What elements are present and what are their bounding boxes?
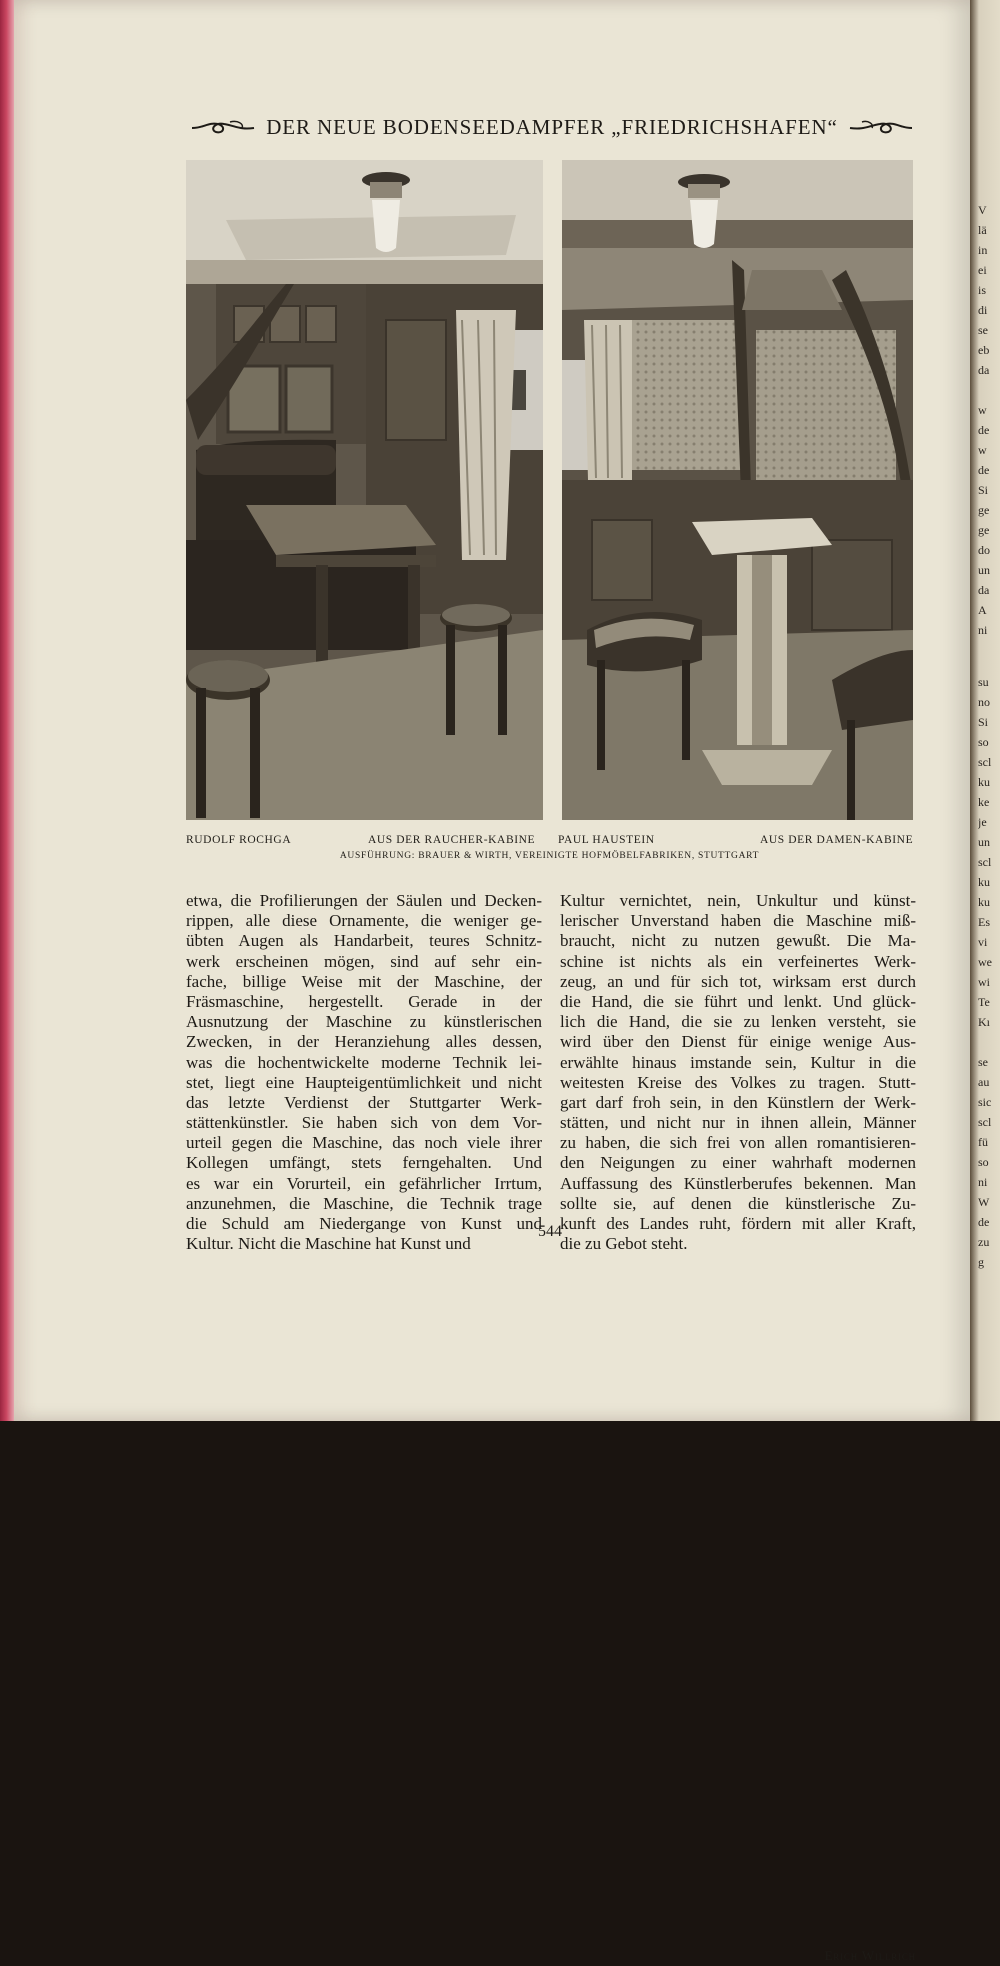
edge-fragment: ku: [978, 875, 990, 889]
text-line: urteil gegen die Maschine, das noch viele ihrer: [186, 1133, 542, 1153]
edge-fragment: un: [978, 563, 990, 577]
page-number: 544: [538, 1223, 562, 1240]
edge-fragment: wi: [978, 975, 990, 989]
edge-fragment: un: [978, 835, 990, 849]
edge-fragment: su: [978, 675, 989, 689]
ornament-right-icon: [848, 116, 914, 138]
edge-fragment: V: [978, 203, 987, 217]
photo-ladies-cabin: [562, 160, 913, 820]
edge-fragment: so: [978, 735, 989, 749]
edge-fragment: sic: [978, 1095, 992, 1109]
text-line: gart darf froh sein, in den Künstlern der Werk-: [560, 1092, 916, 1112]
running-header: [172, 112, 932, 142]
caption-left-author: RUDOLF ROCHGA: [186, 834, 292, 846]
text-line: stättenkünstler. Sie haben sich von dem Vor-: [186, 1113, 542, 1133]
edge-fragment: au: [978, 1075, 990, 1089]
edge-fragment: ge: [978, 503, 990, 517]
text-line: weitesten Kreise des Volkes zu tragen. Stutt-: [560, 1072, 916, 1092]
text-line: stätten, und nicht nur in ihnen allein, Männer: [560, 1113, 916, 1133]
photo-smoking-cabin: [186, 160, 543, 820]
edge-fragment: ge: [978, 523, 990, 537]
edge-fragment: A: [978, 603, 987, 617]
caption-execution: AUSFÜHRUNG: BRAUER & WIRTH, VEREINIGTE HOFMÖBELFABRIKEN, STUTTGART: [339, 851, 760, 861]
text-line: sollte sie, auf denen die künstlerische Zu-: [560, 1193, 916, 1213]
edge-fragment: de: [978, 1215, 990, 1229]
text-line: Kultur. Nicht die Maschine hat Kunst und: [186, 1234, 471, 1254]
edge-fragment: fü: [978, 1135, 988, 1149]
edge-fragment: ei: [978, 263, 987, 277]
text-line: Fräsmaschine, hergestellt. Gerade in der: [186, 991, 542, 1011]
text-line: Auffassung des Künstlerberufes bekennen. Man: [560, 1173, 916, 1193]
edge-fragment: W: [978, 1195, 990, 1209]
edge-fragment: scl: [978, 1115, 992, 1129]
text-line: braucht, nicht zu nutzen gewußt. Die Ma-: [560, 931, 916, 951]
edge-fragment: scl: [978, 855, 992, 869]
edge-fragment: de: [978, 423, 990, 437]
body-column-right: [560, 891, 916, 1963]
caption-right-author: PAUL HAUSTEIN: [558, 834, 655, 846]
edge-fragment: do: [978, 543, 990, 557]
ornament-left-icon: [190, 116, 256, 138]
edge-fragment: de: [978, 463, 990, 477]
edge-fragment: w: [978, 403, 987, 417]
text-line: zeug, an und für sich tot, wirksam erst durch: [560, 971, 916, 991]
edge-fragment: Kı: [978, 1015, 990, 1029]
edge-fragment: zu: [978, 1235, 990, 1249]
edge-fragment: [978, 380, 1000, 400]
text-line: zu haben, die sich frei von allen romantisieren-: [560, 1133, 916, 1153]
edge-fragment: di: [978, 303, 988, 317]
edge-fragment: da: [978, 583, 990, 597]
article-author: Erich Willrich: [824, 1948, 916, 1963]
body-column-left: [186, 891, 542, 1254]
text-line: anzunehmen, die Maschine, die Technik trage: [186, 1193, 542, 1213]
text-line: fache, billige Weise mit der Maschine, der: [186, 971, 542, 991]
edge-fragment: ku: [978, 775, 990, 789]
edge-fragment: is: [978, 283, 987, 297]
edge-fragment: ke: [978, 795, 990, 809]
edge-fragment: we: [978, 955, 992, 969]
facing-page-text-top: [978, 200, 1000, 640]
edge-fragment: ku: [978, 895, 990, 909]
edge-fragment: ni: [978, 623, 988, 637]
text-line: lerischer Unverstand haben die Maschine miß-: [560, 911, 916, 931]
text-line: schine ist nichts als ein verfeinertes Werk-: [560, 951, 916, 971]
text-line: Ausnutzung der Maschine zu künstlerischen: [186, 1012, 542, 1032]
text-line: es war ein Vorurteil, ein gefährlicher Irrtum,: [186, 1173, 542, 1193]
text-line: das letzte Verdienst der Stuttgarter Werk-: [186, 1092, 542, 1112]
text-line: die zu Gebot steht.: [560, 1234, 688, 1254]
edge-fragment: [978, 1032, 1000, 1052]
text-line: kunft des Landes ruht, fördern mit aller Kraft,: [560, 1214, 916, 1233]
text-line: lich die Hand, die sie zu lenken versteht, sie: [560, 1012, 916, 1032]
text-line: stet, liegt eine Haupteigentümlichkeit und nicht: [186, 1072, 542, 1092]
text-line: die Hand, die sie führt und lenkt. Und glück-: [560, 991, 916, 1011]
edge-fragment: eb: [978, 343, 990, 357]
edge-fragment: g: [978, 1255, 984, 1269]
edge-fragment: Es: [978, 915, 990, 929]
edge-fragment: Si: [978, 715, 989, 729]
edge-fragment: je: [978, 815, 987, 829]
edge-fragment: se: [978, 1055, 988, 1069]
header-title: DER NEUE BODENSEEDAMPFER „FRIEDRICHSHAFEN“: [266, 114, 838, 139]
edge-fragment: so: [978, 1155, 989, 1169]
edge-fragment: da: [978, 363, 990, 377]
edge-fragment: Si: [978, 483, 989, 497]
caption-left-room: AUS DER RAUCHER-KABINE: [368, 834, 536, 846]
text-line: werk erscheinen mögen, sind auf sehr ein-: [186, 951, 542, 971]
text-line: etwa, die Profilierungen der Säulen und Decken-: [186, 891, 542, 910]
edge-fragment: w: [978, 443, 987, 457]
edge-fragment: se: [978, 323, 988, 337]
text-line: wird über den Dienst für einige wenige Aus-: [560, 1032, 916, 1052]
text-line: den Neigungen zu einer wahrhaft modernen: [560, 1153, 916, 1173]
facing-page-text-bottom: [978, 672, 1000, 1272]
text-line: was die hochentwickelte moderne Technik lei-: [186, 1052, 542, 1072]
book-spine-edge: [0, 0, 14, 1421]
edge-fragment: no: [978, 695, 990, 709]
edge-fragment: lä: [978, 223, 987, 237]
text-line: erwählte hinaus imstande sein, Kultur in die: [560, 1052, 916, 1072]
text-line: übten Augen als Handarbeit, teures Schnitz-: [186, 931, 542, 951]
text-line: Kollegen umfängt, stets ferngehalten. Und: [186, 1153, 542, 1173]
text-line: Zwecken, in der Heranziehung alles dessen,: [186, 1032, 542, 1052]
text-line: Kultur vernichtet, nein, Unkultur und künst-: [560, 891, 916, 910]
edge-fragment: scl: [978, 755, 992, 769]
caption-right-room: AUS DER DAMEN-KABINE: [760, 834, 914, 846]
edge-fragment: Te: [978, 995, 990, 1009]
edge-fragment: vi: [978, 935, 988, 949]
text-line: die Schuld am Niedergange von Kunst und: [186, 1214, 542, 1233]
edge-fragment: ni: [978, 1175, 988, 1189]
edge-fragment: in: [978, 243, 988, 257]
text-line: rippen, alle diese Ornamente, die weniger ge-: [186, 911, 542, 931]
